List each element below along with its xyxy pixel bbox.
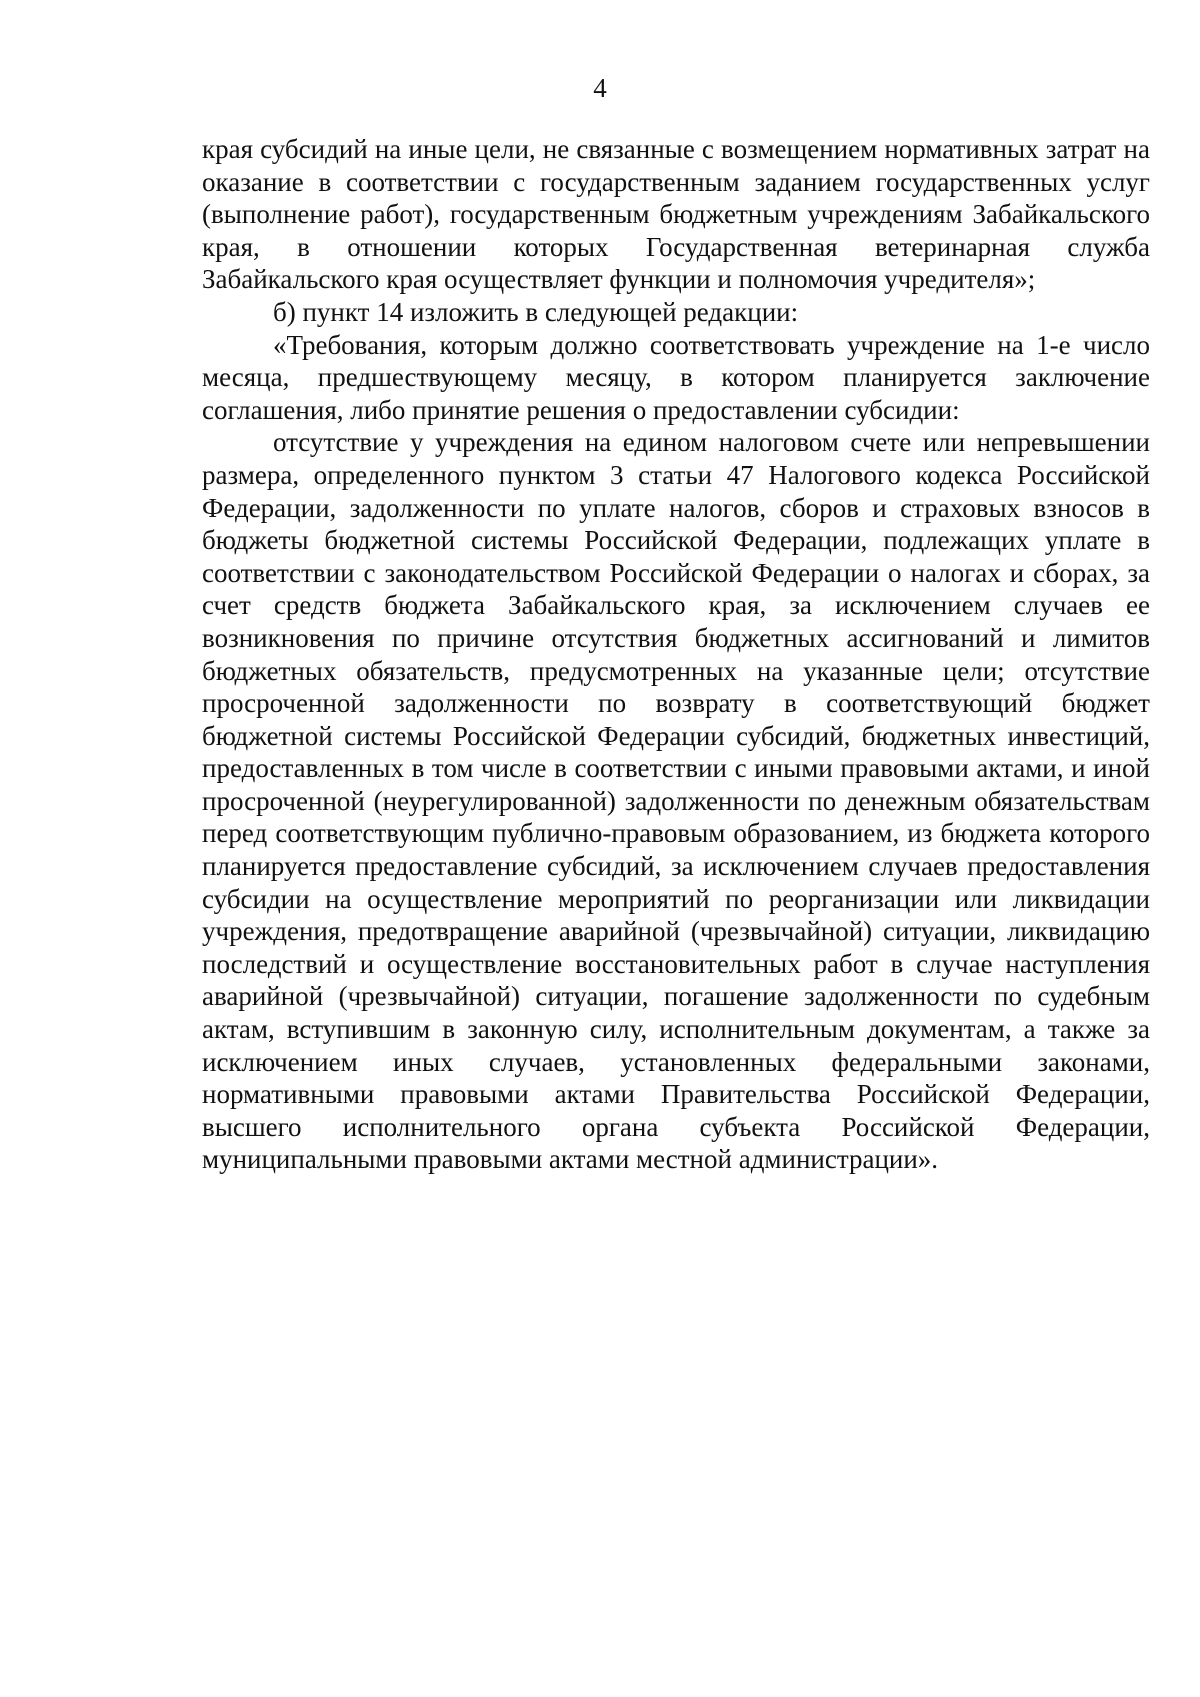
page-number: 4: [593, 73, 607, 103]
paragraph-item-b: б) пункт 14 изложить в следующей редакции:: [273, 296, 799, 327]
document-body: [202, 133, 1150, 1176]
paragraph-requirements: «Требования, которым должно соответствовать учреждение на 1-е число месяца, предшествующему месяцу, в котором планируется заключение соглашения, либо принятие решения о предоставлении субсидии:: [202, 329, 1150, 425]
paragraph-continuation: края субсидий на иные цели, не связанные с возмещением нормативных затрат на оказание в соответствии с государственным заданием государственных услуг (выполнение работ), государственным бюджетным учреждениям Забайкальского края, в отношении которых Государственная ветеринарная служба Забайкальского края осуществляет функции и полномочия учредителя»;: [202, 134, 1150, 295]
paragraph-absence-of-debt: отсутствие у учреждения на едином налоговом счете или непревышении размера, определенного пунктом 3 статьи 47 Налогового кодекса Российской Федерации, задолженности по уплате налогов, сборов и страховых взносов в бюджеты бюджетной системы Российской Федерации, подлежащих уплате в соответствии с законодательством Российской Федерации о налогах и сборах, за счет средств бюджета Забайкальского края, за исключением случаев ее возникновения по причине отсутствия бюджетных ассигнований и лимитов бюджетных обязательств, предусмотренных на указанные цели; отсутствие просроченной задолженности по возврату в соответствующий бюджет бюджетной системы Российской Федерации субсидий, бюджетных инвестиций, предоставленных в том числе в соответствии с иными правовыми актами, и иной просроченной (неурегулированной) задолженности по денежным обязательствам перед соответствующим публично-правовым образованием, из бюджета которого планируется предоставление субсидий, за исключением случаев предоставления субсидии на осуществление мероприятий по реорганизации или ликвидации учреждения, предотвращение аварийной (чрезвычайной) ситуации, ликвидацию последствий и осуществление восстановительных работ в случае наступления аварийной (чрезвычайной) ситуации, погашение задолженности по судебным актам, вступившим в законную силу, исполнительным документам, а также за исключением иных случаев, установленных федеральными законами, нормативными правовыми актами Правительства Российской Федерации, высшего исполнительного органа субъекта Российской Федерации, муниципальными правовыми актами местной администрации».: [202, 427, 1150, 1175]
